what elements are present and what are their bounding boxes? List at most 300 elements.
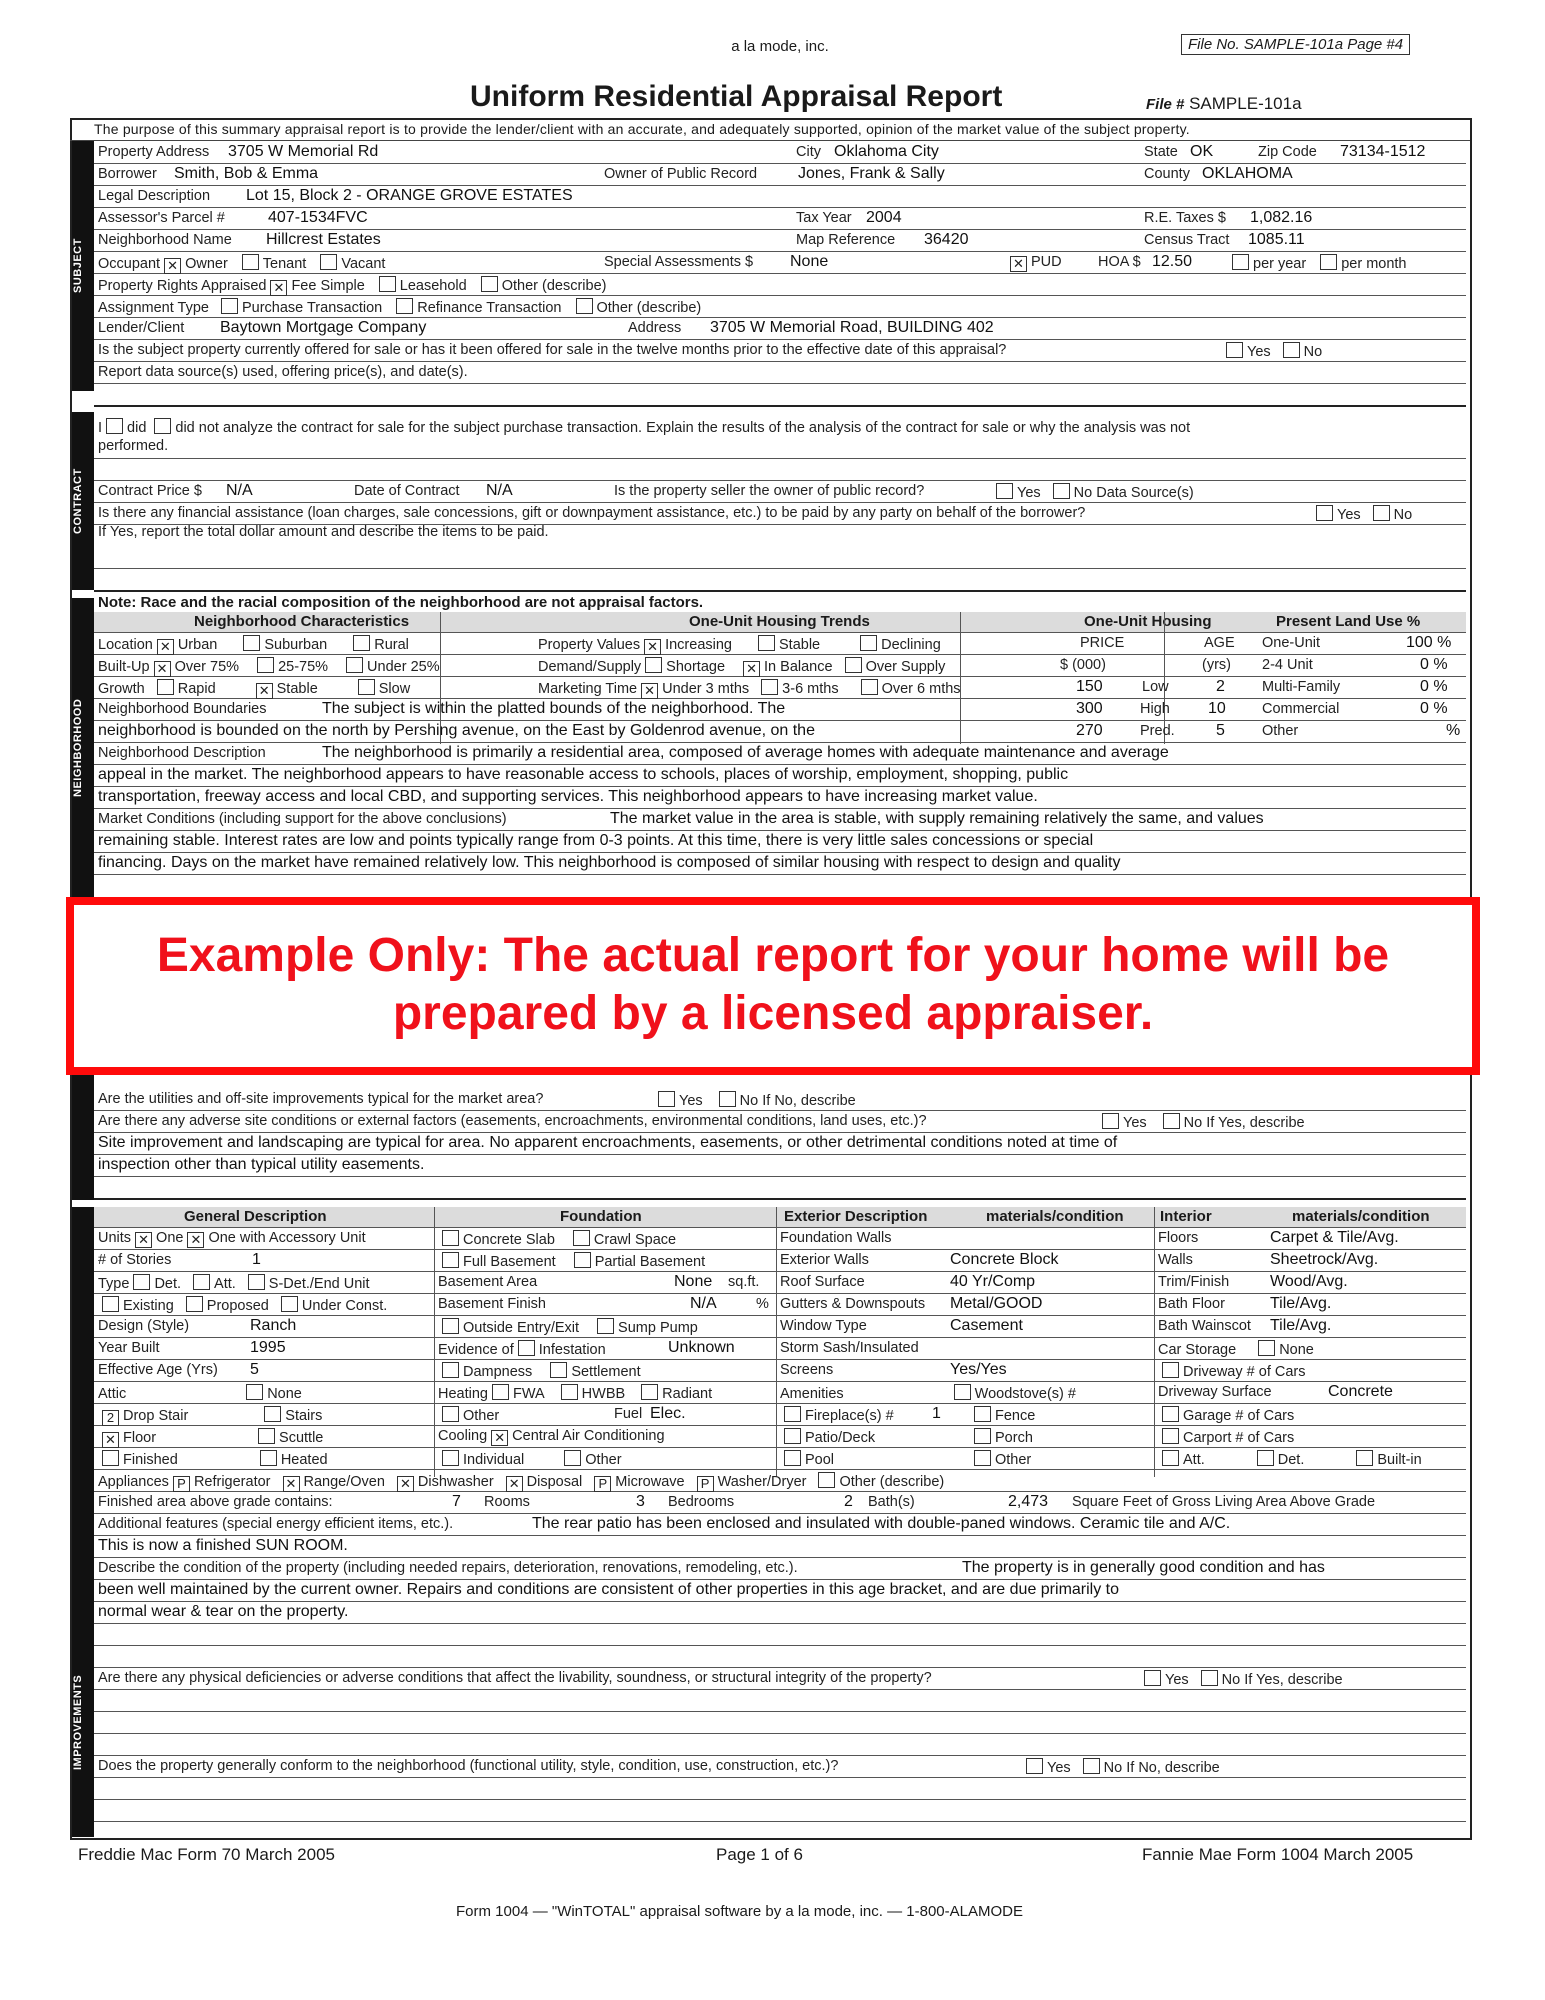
heating-field: Heating FWA HWBB Radiant [438, 1386, 713, 1402]
declining-checkbox[interactable] [860, 635, 877, 651]
row-data-source [94, 361, 1466, 384]
window-value: Casement [950, 1317, 1023, 1334]
sqft-label: sq.ft. [728, 1274, 760, 1290]
row-rights [94, 273, 1466, 296]
floor-checkbox[interactable]: ✕ [102, 1432, 119, 1448]
footer-freddie-mac: Freddie Mac Form 70 March 2005 [78, 1845, 335, 1864]
garage-checkbox[interactable] [1162, 1406, 1179, 1422]
amenities-field: Amenities Woodstove(s) # [780, 1386, 1076, 1402]
carport-checkbox[interactable] [1162, 1428, 1179, 1444]
utilities-no-checkbox[interactable] [719, 1091, 736, 1107]
row-boundaries [94, 698, 1466, 721]
bath-wainscot-value: Tile/Avg. [1270, 1317, 1332, 1334]
entry-field: Outside Entry/Exit Sump Pump [438, 1318, 698, 1336]
one-unit-label: One-Unit [1262, 635, 1321, 651]
drop-stair-checkbox[interactable]: 2 [102, 1410, 119, 1426]
housing-trends-head: One-Unit Housing Trends [689, 613, 870, 630]
row-market [94, 808, 1466, 831]
crawl-checkbox[interactable] [573, 1230, 590, 1246]
land-use-head: Present Land Use % [1276, 613, 1421, 630]
car-none-checkbox[interactable] [1258, 1340, 1275, 1356]
row-assignment [94, 295, 1466, 318]
floors-label: Floors [1158, 1230, 1199, 1246]
increasing-checkbox[interactable]: ✕ [644, 639, 661, 655]
exterior-materials-head: materials/condition [986, 1208, 1124, 1225]
low-age: 2 [1216, 678, 1225, 695]
gla-value: 2,473 [1008, 1493, 1049, 1510]
basement-finish-label: Basement Finish [438, 1296, 546, 1312]
screens-label: Screens [780, 1362, 834, 1378]
general-description-head: General Description [184, 1208, 327, 1225]
boundaries-line-1: The subject is within the platted bounds of the neighborhood. The [322, 700, 786, 717]
pred-age: 5 [1216, 722, 1225, 739]
age-unit: (yrs) [1202, 657, 1231, 673]
row-parcel [94, 207, 1466, 230]
footer-fannie-mae: Fannie Mae Form 1004 March 2005 [1142, 1845, 1414, 1864]
bath-floor-label: Bath Floor [1158, 1296, 1225, 1312]
boundaries-line-2: neighborhood is bounded on the north by Pershing avenue, on the East by Goldenrod avenue, on the [98, 722, 815, 739]
leasehold-checkbox[interactable] [379, 276, 396, 292]
tax-year-value: 2004 [866, 209, 902, 226]
high-price: 300 [1076, 700, 1103, 717]
effective-age-label: Effective Age (Yrs) [98, 1362, 218, 1378]
dampness-checkbox[interactable] [442, 1362, 459, 1378]
woodstove-checkbox[interactable] [954, 1384, 971, 1400]
in-balance-checkbox[interactable]: ✕ [743, 661, 760, 677]
row-assist [94, 502, 1466, 540]
patio-field: Patio/Deck [780, 1428, 875, 1446]
adverse-no-checkbox[interactable] [1163, 1113, 1180, 1129]
banner-line-1: Example Only: The actual report for your home will be [156, 929, 1390, 982]
suburban-checkbox[interactable] [243, 635, 260, 651]
basement-area-label: Basement Area [438, 1274, 538, 1290]
interior-materials-head: materials/condition [1292, 1208, 1430, 1225]
pud-checkbox[interactable]: ✕ [1010, 256, 1027, 272]
title-file-number [1146, 94, 1302, 114]
cool-other-checkbox[interactable] [564, 1450, 581, 1466]
fwa-checkbox[interactable] [492, 1384, 509, 1400]
one-unit-checkbox[interactable]: ✕ [135, 1232, 152, 1248]
marketing-field: Marketing Time ✕ Under 3 mths 3-6 mths Over 6 mths [538, 681, 961, 698]
imp-row-deficiency [94, 1667, 1466, 1690]
imp-row-condition [94, 1557, 1466, 1580]
tenant-checkbox[interactable] [242, 254, 259, 270]
garage-field: Garage # of Cars [1158, 1406, 1294, 1424]
refrigerator-checkbox[interactable]: P [173, 1476, 190, 1492]
contract-price-label: Contract Price $ [98, 483, 202, 499]
price-head: PRICE [1080, 635, 1125, 651]
pred-price: 270 [1076, 722, 1103, 739]
row-location [94, 632, 1466, 655]
sidebar-site [72, 1075, 94, 1200]
borrower-label: Borrower [98, 166, 157, 182]
row-adverse [94, 1110, 1466, 1133]
row-market-3 [94, 852, 1466, 875]
car-storage-field: Car Storage None [1158, 1342, 1314, 1358]
dishwasher-checkbox[interactable]: ✕ [397, 1476, 414, 1492]
row-contract-blank1 [94, 458, 1466, 481]
carport-field: Carport # of Cars [1158, 1428, 1294, 1446]
census-value: 1085.11 [1248, 231, 1305, 248]
p25-75-checkbox[interactable] [257, 657, 274, 673]
did-not-checkbox[interactable] [154, 418, 171, 434]
dampness-field: Dampness Settlement [438, 1362, 641, 1380]
drop-stair-field: 2 Drop Stair Stairs [98, 1406, 322, 1426]
imp-row-6 [94, 1337, 1466, 1360]
appliances-field: Appliances P Refrigerator ✕ Range/Oven ✕ Dishwasher ✕ Disposal P Microwave P Washer/Dryer Other (describe) [98, 1474, 945, 1491]
row-growth [94, 676, 1466, 699]
seller-yes-checkbox[interactable] [996, 483, 1013, 499]
file-number-box: File No. SAMPLE-101a Page #4 [1181, 34, 1410, 55]
condition-line-2: been well maintained by the current owner. Repairs and conditions are consistent of other properties in this age bracket, and are due primarily to [98, 1581, 1120, 1598]
att-checkbox[interactable] [193, 1274, 210, 1290]
pool-field: Pool [780, 1450, 834, 1468]
evidence-field: Evidence of Infestation [438, 1342, 606, 1358]
bath-floor-value: Tile/Avg. [1270, 1295, 1332, 1312]
radiant-checkbox[interactable] [641, 1384, 658, 1400]
proposed-checkbox[interactable] [186, 1296, 203, 1312]
row-neighborhood-name [94, 229, 1466, 252]
row-lender [94, 317, 1466, 340]
over6-checkbox[interactable] [861, 679, 878, 695]
imp-row-3 [94, 1271, 1466, 1294]
microwave-checkbox[interactable]: P [594, 1476, 611, 1492]
county-value: OKLAHOMA [1202, 165, 1293, 182]
file-number: SAMPLE-101a [1189, 94, 1302, 113]
assignment-field: Assignment Type Purchase Transaction Refinance Transaction Other (describe) [98, 300, 702, 316]
finished-area-label: Finished area above grade contains: [98, 1494, 333, 1510]
utilities-yes-checkbox[interactable] [658, 1091, 675, 1107]
attachment-field: Att. Det. Built-in [1158, 1450, 1422, 1468]
screens-value: Yes/Yes [950, 1361, 1007, 1378]
settlement-checkbox[interactable] [550, 1362, 567, 1378]
owner-checkbox[interactable]: ✕ [164, 258, 181, 274]
did-checkbox[interactable] [106, 418, 123, 434]
porch-field: Porch [970, 1428, 1033, 1446]
row-site-1 [94, 1132, 1466, 1155]
commercial-pct: 0 % [1420, 700, 1448, 717]
per-year-checkbox[interactable] [1232, 254, 1249, 270]
infestation-value: Unknown [668, 1339, 735, 1356]
taxes-label: R.E. Taxes $ [1144, 210, 1226, 226]
attic-none-checkbox[interactable] [246, 1384, 263, 1400]
legal-value: Lot 15, Block 2 - ORANGE GROVE ESTATES [246, 187, 573, 204]
imp-row-appliances [94, 1469, 1466, 1492]
scuttle-checkbox[interactable] [258, 1428, 275, 1444]
description-line-2: appeal in the market. The neighborhood appears to have reasonable access to schools, places of worship, employment, shopping, public [98, 766, 1069, 783]
att-garage-checkbox[interactable] [1162, 1450, 1179, 1466]
parcel-value: 407-1534FVC [268, 209, 368, 226]
individual-field: Individual Other [438, 1450, 622, 1468]
purchase-checkbox[interactable] [221, 298, 238, 314]
design-label: Design (Style) [98, 1318, 190, 1334]
design-value: Ranch [250, 1317, 297, 1334]
amen-other-field: Other [970, 1450, 1031, 1468]
imp-row-blank-2 [94, 1645, 1466, 1668]
occupant-field: Occupant ✕ Owner Tenant Vacant [98, 256, 386, 273]
market-line-2: remaining stable. Interest rates are low and points typically range from 0-3 points. At this time, there is very little sales concessions or special [98, 832, 1094, 849]
seller-no-checkbox[interactable] [1053, 483, 1070, 499]
banner-line-2: prepared by a licensed appraiser. [392, 987, 1154, 1040]
slow-checkbox[interactable] [358, 679, 375, 695]
contract-date-value: N/A [486, 482, 513, 499]
zip-label: Zip Code [1258, 144, 1317, 160]
seller-answer: Yes No Data Source(s) [992, 483, 1194, 501]
state-label: State [1144, 144, 1178, 160]
porch-checkbox[interactable] [974, 1428, 991, 1444]
boundaries-label: Neighborhood Boundaries [98, 701, 267, 717]
rooms-value: 7 [452, 1493, 461, 1510]
finished-field: Finished Heated [98, 1450, 328, 1468]
other-land-label: Other [1262, 723, 1299, 739]
gla-label: Square Feet of Gross Living Area Above Grade [1072, 1494, 1376, 1510]
hoa-label: HOA $ [1098, 254, 1141, 270]
exterior-walls-label: Exterior Walls [780, 1252, 869, 1268]
det-garage-checkbox[interactable] [1257, 1450, 1274, 1466]
slab-field: Concrete Slab Crawl Space [438, 1230, 676, 1248]
row-contract-price [94, 480, 1466, 503]
full-basement-checkbox[interactable] [442, 1252, 459, 1268]
pool-checkbox[interactable] [784, 1450, 801, 1466]
assign-other-checkbox[interactable] [576, 298, 593, 314]
neighborhood-name-label: Neighborhood Name [98, 232, 232, 248]
imp-row-finished-area [94, 1491, 1466, 1514]
growth-field: Growth Rapid ✕ Stable Slow [98, 681, 411, 698]
description-line-1: The neighborhood is primarily a residential area, composed of average homes with adequate maintenance and average [322, 744, 1169, 761]
disposal-checkbox[interactable]: ✕ [506, 1476, 523, 1492]
adverse-answer: Yes No If Yes, describe [1098, 1113, 1305, 1131]
infestation-checkbox[interactable] [518, 1340, 535, 1356]
stairs-checkbox[interactable] [264, 1406, 281, 1422]
conform-yes-checkbox[interactable] [1026, 1758, 1043, 1774]
slab-checkbox[interactable] [442, 1230, 459, 1246]
row-improvement-heads [94, 1207, 1466, 1228]
floors-value: Carpet & Tile/Avg. [1270, 1229, 1399, 1246]
market-line-1: The market value in the area is stable, with supply remaining relatively the same, and values [610, 810, 1264, 827]
high-label: High [1140, 701, 1170, 717]
bedrooms-value: 3 [636, 1493, 645, 1510]
accessory-checkbox[interactable]: ✕ [187, 1232, 204, 1248]
row-site-2 [94, 1154, 1466, 1177]
offered-question: Is the subject property currently offered for sale or has it been offered for sale in the twelve months prior to the effective date of this appraisal? [98, 342, 1007, 358]
year-built-value: 1995 [250, 1339, 286, 1356]
stable-growth-checkbox[interactable]: ✕ [256, 683, 273, 699]
under-const-checkbox[interactable] [281, 1296, 298, 1312]
county-label: County [1144, 166, 1190, 182]
row-market-2 [94, 830, 1466, 853]
finished-checkbox[interactable] [102, 1450, 119, 1466]
central-air-checkbox[interactable]: ✕ [491, 1430, 508, 1446]
city-value: Oklahoma City [834, 143, 939, 160]
site-line-1: Site improvement and landscaping are typical for area. No apparent encroachments, easements, or other detrimental conditions noted at time of [98, 1134, 1118, 1151]
contract-analysis-text: I did did not analyze the contract for sale for the subject purchase transaction. Explain the results of the analysis of the contract for sale or why the analysis was not [98, 420, 1191, 436]
builtin-checkbox[interactable] [1356, 1450, 1373, 1466]
assist-no-checkbox[interactable] [1373, 505, 1390, 521]
legal-label: Legal Description [98, 188, 211, 204]
low-price: 150 [1076, 678, 1103, 695]
m3-6-checkbox[interactable] [761, 679, 778, 695]
sump-checkbox[interactable] [597, 1318, 614, 1334]
rights-other-checkbox[interactable] [481, 276, 498, 292]
assistance-question: Is there any financial assistance (loan charges, sale concessions, gift or downpayment assistance, etc.) to be paid by any party on behalf of the borrower? [98, 505, 1086, 521]
lender-address-value: 3705 W Memorial Road, BUILDING 402 [710, 319, 994, 336]
fence-checkbox[interactable] [974, 1406, 991, 1422]
driveway-checkbox[interactable] [1162, 1362, 1179, 1378]
imp-row-2 [94, 1249, 1466, 1272]
exterior-walls-value: Concrete Block [950, 1251, 1059, 1268]
year-built-label: Year Built [98, 1340, 160, 1356]
purpose-statement: The purpose of this summary appraisal report is to provide the lender/client with an accurate, and adequately supported, opinion of the market value of the subject property. [94, 121, 1190, 137]
over-supply-checkbox[interactable] [845, 657, 862, 673]
property-address-value: 3705 W Memorial Rd [228, 143, 379, 160]
washer-checkbox[interactable]: P [697, 1476, 714, 1492]
imp-row-additional [94, 1513, 1466, 1536]
fuel-value: Elec. [650, 1405, 686, 1422]
bedrooms-label: Bedrooms [668, 1494, 735, 1510]
utilities-question: Are the utilities and off-site improvements typical for the market area? [98, 1091, 544, 1107]
floor-field: ✕ Floor Scuttle [98, 1428, 323, 1448]
conform-no-checkbox[interactable] [1083, 1758, 1100, 1774]
foundation-walls-label: Foundation Walls [780, 1230, 892, 1246]
row-builtup [94, 654, 1466, 677]
range-checkbox[interactable]: ✕ [283, 1476, 300, 1492]
baths-label: Bath(s) [868, 1494, 915, 1510]
offered-answer: Yes No [1222, 342, 1322, 360]
site-line-2: inspection other than typical utility easements. [98, 1156, 425, 1173]
stable-values-checkbox[interactable] [758, 635, 775, 651]
offered-no-checkbox[interactable] [1283, 342, 1300, 358]
row-boundaries-2 [94, 720, 1466, 743]
deficiency-no-checkbox[interactable] [1201, 1670, 1218, 1686]
existing-checkbox[interactable] [102, 1296, 119, 1312]
condition-line-3: normal wear & tear on the property. [98, 1603, 349, 1620]
rapid-checkbox[interactable] [157, 679, 174, 695]
deficiency-yes-checkbox[interactable] [1144, 1670, 1161, 1686]
other-land-pct: % [1446, 722, 1461, 739]
seller-question: Is the property seller the owner of public record? [614, 483, 925, 499]
condition-line-1: The property is in generally good condition and has [962, 1559, 1325, 1576]
shortage-checkbox[interactable] [645, 657, 662, 673]
two-four-label: 2-4 Unit [1262, 657, 1313, 673]
vacant-checkbox[interactable] [320, 254, 337, 270]
exterior-head: Exterior Description [784, 1208, 928, 1225]
fuel-field: Other [438, 1406, 499, 1424]
urban-checkbox[interactable]: ✕ [157, 639, 174, 655]
taxes-value: 1,082.16 [1250, 209, 1313, 226]
sidebar-contract: CONTRACT [72, 412, 94, 590]
fireplace-field: Fireplace(s) # [780, 1406, 894, 1424]
walls-value: Sheetrock/Avg. [1270, 1251, 1379, 1268]
gutters-value: Metal/GOOD [950, 1295, 1043, 1312]
under25-checkbox[interactable] [346, 657, 363, 673]
under3-checkbox[interactable]: ✕ [641, 683, 658, 699]
outside-entry-checkbox[interactable] [442, 1318, 459, 1334]
over75-checkbox[interactable]: ✕ [154, 661, 171, 677]
row-utilities [94, 1088, 1466, 1111]
imp-row-blank-4 [94, 1711, 1466, 1734]
rural-checkbox[interactable] [353, 635, 370, 651]
tax-year-label: Tax Year [796, 210, 852, 226]
heated-checkbox[interactable] [260, 1450, 277, 1466]
pud-field: ✕ PUD [1006, 254, 1062, 272]
multi-family-label: Multi-Family [1262, 679, 1341, 695]
imp-row-blank-1 [94, 1623, 1466, 1646]
row-legal [94, 185, 1466, 208]
adverse-yes-checkbox[interactable] [1102, 1113, 1119, 1129]
walls-label: Walls [1158, 1252, 1193, 1268]
individual-checkbox[interactable] [442, 1450, 459, 1466]
row-nbhd-heads [94, 612, 1466, 633]
imp-row-additional-2 [94, 1535, 1466, 1558]
bath-wainscot-label: Bath Wainscot [1158, 1318, 1251, 1334]
commercial-label: Commercial [1262, 701, 1340, 717]
company-name: a la mode, inc. [731, 38, 829, 55]
driveway-field: Driveway # of Cars [1158, 1362, 1306, 1380]
hwbb-checkbox[interactable] [561, 1384, 578, 1400]
attic-field: Attic None [98, 1386, 302, 1402]
fee-simple-checkbox[interactable]: ✕ [270, 280, 287, 296]
heat-other-checkbox[interactable] [442, 1406, 459, 1422]
imp-row-9 [94, 1403, 1466, 1426]
census-label: Census Tract [1144, 232, 1230, 248]
row-contract-blank3 [94, 568, 1466, 592]
price-unit: $ (000) [1060, 657, 1106, 673]
row-blank [94, 383, 1466, 407]
row-description [94, 742, 1466, 765]
additional-label: Additional features (special energy efficient items, etc.). [98, 1516, 454, 1532]
baths-value: 2 [844, 1493, 853, 1510]
basement-area-value: None [674, 1273, 713, 1290]
appl-other-checkbox[interactable] [818, 1472, 835, 1488]
assist-yes-checkbox[interactable] [1316, 505, 1333, 521]
offered-yes-checkbox[interactable] [1226, 342, 1243, 358]
age-head: AGE [1204, 635, 1235, 651]
patio-checkbox[interactable] [784, 1428, 801, 1444]
high-age: 10 [1208, 700, 1226, 717]
roof-value: 40 Yr/Comp [950, 1273, 1036, 1290]
conform-question: Does the property generally conform to the neighborhood (functional utility, style, condition, use, construction, etc.)? [98, 1758, 839, 1774]
window-label: Window Type [780, 1318, 867, 1334]
trim-label: Trim/Finish [1158, 1274, 1230, 1290]
row-borrower [94, 163, 1466, 186]
hoa-period: per year per month [1228, 254, 1407, 272]
basement-finish-value: N/A [690, 1295, 717, 1312]
property-values-field: Property Values ✕ Increasing Stable Declining [538, 637, 941, 654]
refinance-checkbox[interactable] [396, 298, 413, 314]
borrower-value: Smith, Bob & Emma [174, 165, 319, 182]
fireplace-checkbox[interactable] [784, 1406, 801, 1422]
city-label: City [796, 144, 821, 160]
det-checkbox[interactable] [133, 1274, 150, 1290]
row-contract-blank2 [94, 546, 1466, 569]
trim-value: Wood/Avg. [1270, 1273, 1348, 1290]
sdet-checkbox[interactable] [248, 1274, 265, 1290]
per-month-checkbox[interactable] [1320, 254, 1337, 270]
partial-basement-checkbox[interactable] [574, 1252, 591, 1268]
footer-software: Form 1004 — "WinTOTAL" appraisal software by a la mode, inc. — 1-800-ALAMODE [456, 1903, 1023, 1920]
example-only-text [74, 927, 1472, 1043]
amen-other-checkbox[interactable] [974, 1450, 991, 1466]
one-unit-housing-head: One-Unit Housing [1084, 613, 1212, 630]
two-four-pct: 0 % [1420, 656, 1448, 673]
multi-family-pct: 0 % [1420, 678, 1448, 695]
owner-label: Owner of Public Record [604, 166, 758, 182]
contract-performed: performed. [98, 438, 169, 454]
sidebar-improvements: IMPROVEMENTS [72, 1207, 94, 1837]
location-field: Location ✕ Urban Suburban Rural [98, 637, 409, 654]
assistance-if-yes: If Yes, report the total dollar amount and describe the items to be paid. [98, 524, 549, 540]
contract-date-label: Date of Contract [354, 483, 460, 499]
